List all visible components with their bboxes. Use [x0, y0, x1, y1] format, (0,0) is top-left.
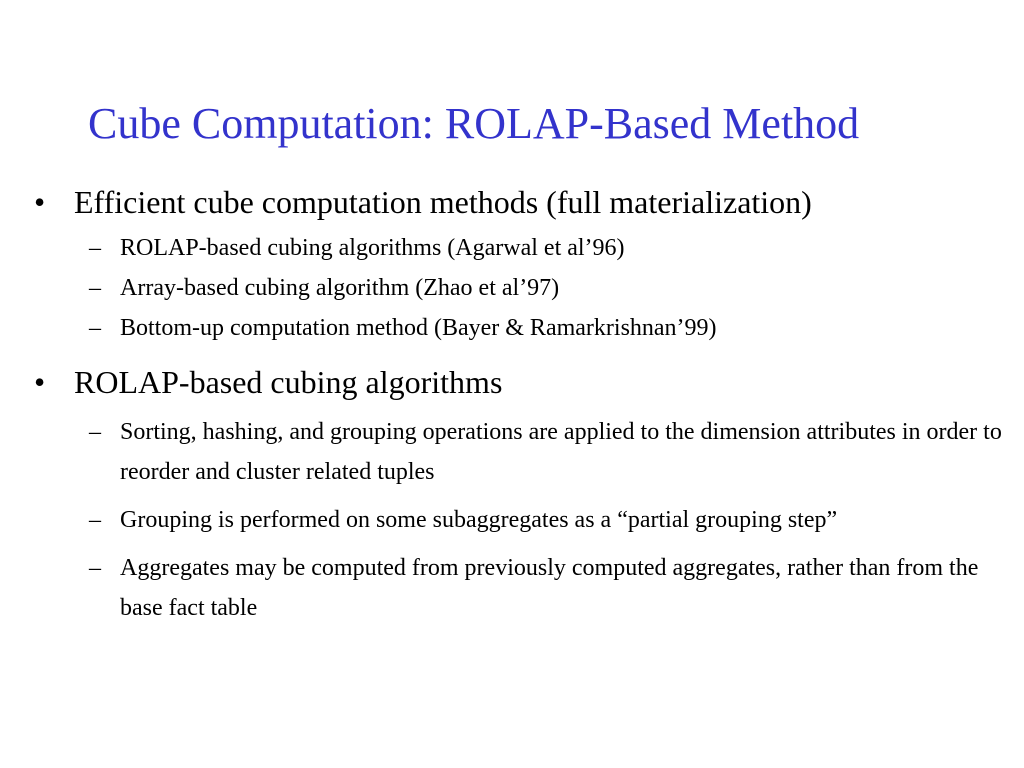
subitem-text: Aggregates may be computed from previously computed aggregates, rather than from the base fact table: [120, 555, 979, 621]
dash-icon: –: [89, 275, 101, 301]
bullet-icon: •: [34, 184, 46, 220]
bullet-text: ROLAP-based cubing algorithms: [74, 364, 503, 400]
subitem-bottom-up-bayer: [32, 308, 1007, 348]
subitem-text: ROLAP-based cubing algorithms (Agarwal et al’96): [120, 235, 625, 261]
bullet-icon: •: [34, 364, 46, 400]
dash-icon: –: [89, 555, 101, 581]
bullet-efficient-cube-computation: [32, 180, 1007, 224]
subitem-array-zhao: [32, 268, 1007, 308]
subitem-text: Grouping is performed on some subaggregates as a “partial grouping step”: [120, 507, 838, 533]
bullet-text: Efficient cube computation methods (full materialization): [74, 184, 812, 220]
slide-body: [32, 180, 1007, 636]
sublist-rolap-details: [32, 412, 1007, 628]
bullet-rolap-cubing-algorithms: [32, 360, 1007, 404]
subitem-sorting-hashing-grouping: [32, 412, 1007, 492]
subitem-aggregates-from-aggregates: [32, 548, 1007, 628]
dash-icon: –: [89, 315, 101, 341]
subitem-text: Array-based cubing algorithm (Zhao et al’97): [120, 275, 560, 301]
slide-title: Cube Computation: ROLAP-Based Method: [88, 99, 860, 148]
subitem-partial-grouping-step: [32, 500, 1007, 540]
subitem-text: Sorting, hashing, and grouping operations are applied to the dimension attributes in order to reorder and cluster related tuples: [120, 419, 1002, 485]
subitem-text: Bottom-up computation method (Bayer & Ramarkrishnan’99): [120, 315, 717, 341]
dash-icon: –: [89, 419, 101, 445]
dash-icon: –: [89, 507, 101, 533]
subitem-rolap-agarwal: [32, 228, 1007, 268]
sublist-efficient-methods: [32, 228, 1007, 348]
dash-icon: –: [89, 235, 101, 261]
